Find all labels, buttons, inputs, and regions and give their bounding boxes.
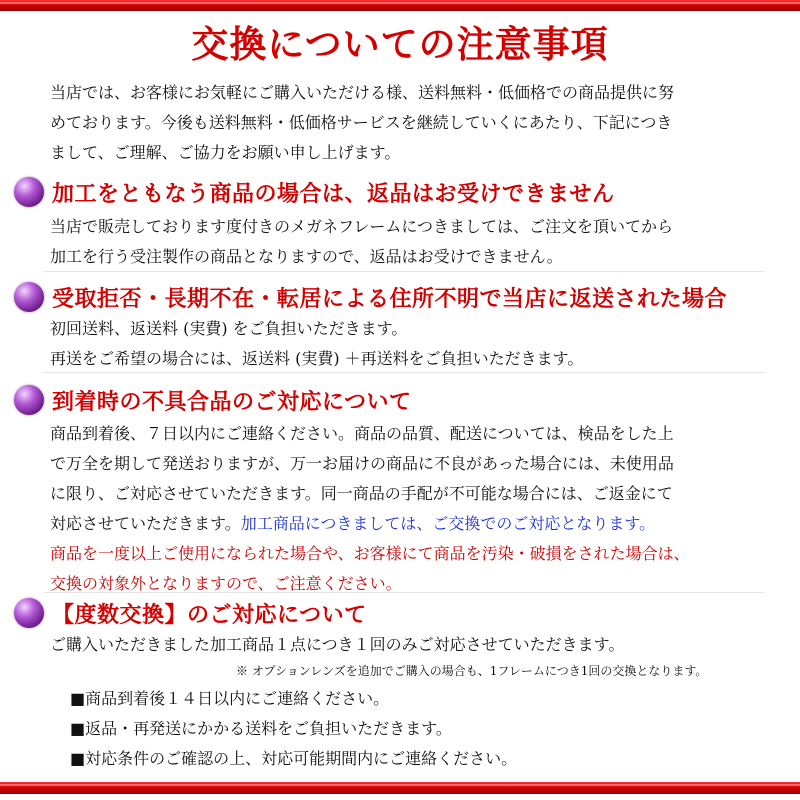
intro-line: 当店では、お客様にお気軽にご購入いただける様、送料無料・低価格での商品提供に努 <box>50 83 675 102</box>
body-text: 対応させていただきます。 <box>50 514 241 533</box>
condition-list <box>70 684 517 774</box>
body-line: 初回送料、返送料 (実費) をご負担いただきます。 <box>50 319 408 338</box>
section-body-line: ご購入いただきました加工商品１点につき１回のみご対応させていただきます。 <box>50 635 625 654</box>
section-heading-prescription-exchange <box>14 596 367 630</box>
purple-bullet-icon <box>14 177 44 207</box>
list-item: ■対応条件のご確認の上、対応可能期間内にご連絡ください。 <box>70 749 518 768</box>
page-title: 交換についての注意事項 <box>191 22 609 66</box>
list-item: ■商品到着後１４日以内にご連絡ください。 <box>70 689 390 708</box>
intro-paragraph <box>50 78 674 168</box>
section-body <box>50 212 673 272</box>
body-line: 再送をご希望の場合には、返送料 (実費) ＋再送料をご負担いただきます。 <box>50 349 584 368</box>
section-heading-text <box>52 598 367 629</box>
option-lens-note: ※ オプションレンズを追加でご購入の場合も、1フレームにつき1回の交換となります。 <box>236 664 708 678</box>
section-heading-text: 受取拒否・長期不在・転居による住所不明で当店に返送された場合 <box>52 285 728 312</box>
section-heading-returned-parcels <box>14 280 727 314</box>
section-heading-no-returns <box>14 175 615 209</box>
intro-line: まして、ご理解、ご協力をお願い申し上げます。 <box>50 143 401 162</box>
bottom-red-bar <box>0 782 800 794</box>
divider <box>44 372 764 373</box>
section-heading-text: 加工をともなう商品の場合は、返品はお受けできません <box>52 180 615 207</box>
body-line: 商品到着後、７日以内にご連絡ください。商品の品質、配送については、検品をした上 <box>50 424 674 443</box>
bracket-label: 【度数交換】 <box>52 601 188 628</box>
divider <box>44 271 764 272</box>
intro-line: めております。今後も送料無料・低価格サービスを継続していくにあたり、下記につき <box>50 113 673 132</box>
body-line: 当店で販売しております度付きのメガネフレームにつきましては、ご注文を頂いてから <box>50 217 674 236</box>
body-line: に限り、ご対応させていただきます。同一商品の手配が不可能な場合には、ご返金にて <box>50 484 673 503</box>
purple-bullet-icon <box>14 385 44 415</box>
heading-rest: のご対応について <box>187 601 367 628</box>
section-heading-text: 到着時の不具合品のご対応について <box>52 388 412 415</box>
body-line: で万全を期して発送おりますが、万一お届けの商品に不良があった場合には、未使用品 <box>50 454 674 473</box>
purple-bullet-icon <box>14 598 44 628</box>
section-body <box>50 314 583 374</box>
red-warning-line: 商品を一度以上ご使用になられた場合や、お客様にて商品を汚染・破損をされた場合は、 <box>50 544 690 563</box>
body-line <box>50 509 690 539</box>
body-line: 加工を行う受注製作の商品となりますので、返品はお受けできません。 <box>50 247 563 266</box>
purple-bullet-icon <box>14 282 44 312</box>
section-body <box>50 419 690 599</box>
list-item: ■返品・再発送にかかる送料をご負担いただきます。 <box>70 719 452 738</box>
top-red-bar <box>0 0 800 11</box>
blue-notice-text: 加工商品につきましては、ご交換でのご対応となります。 <box>240 514 656 533</box>
section-heading-defective-items <box>14 383 412 417</box>
red-warning-line: 交換の対象外となりますので、ご注意ください。 <box>50 574 402 593</box>
divider <box>44 592 764 593</box>
